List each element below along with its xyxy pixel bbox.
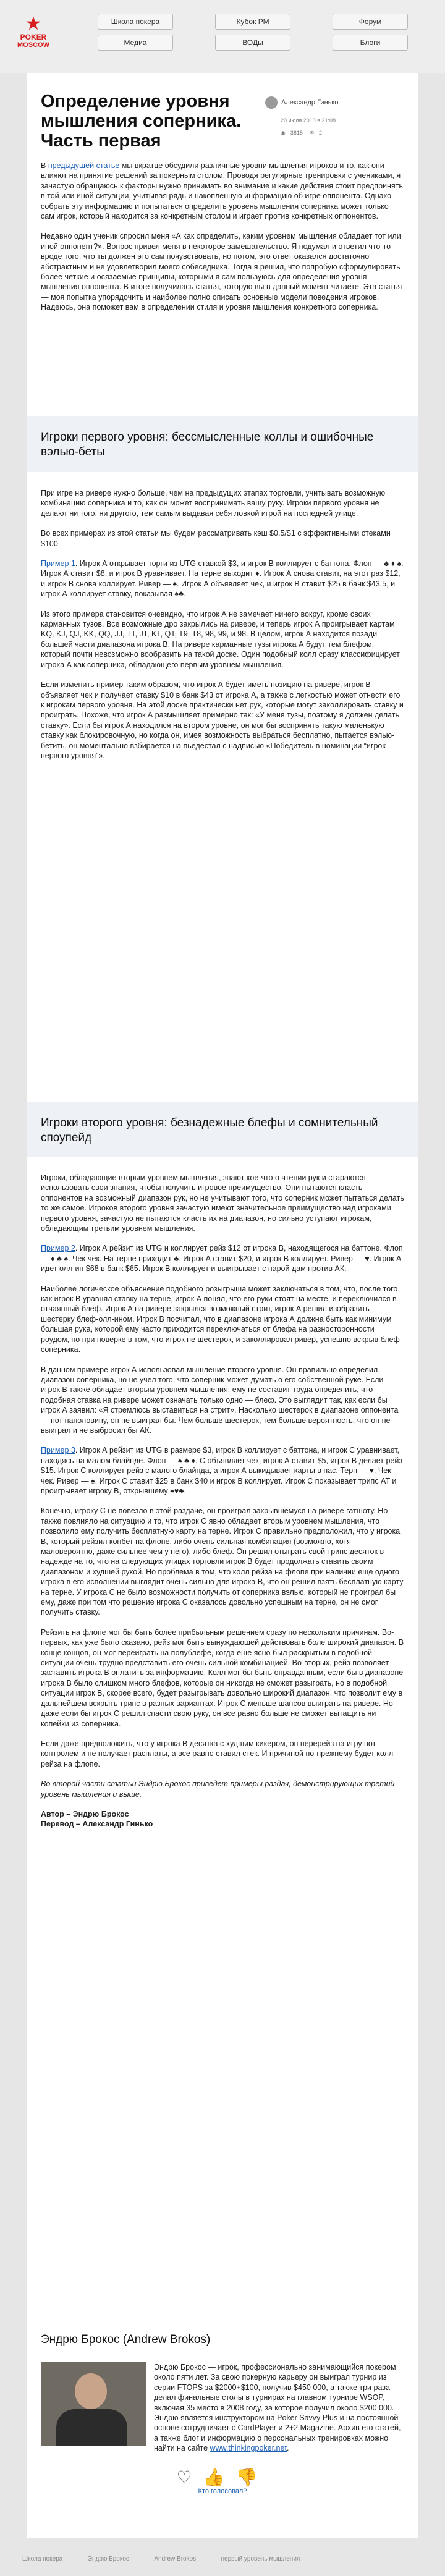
article-card [27,73,418,2538]
s2-paragraph-4: Конечно, игроку С не повезло в этой раздаче, он проиграл закрывшемуся на ривере гатшоту. Но также повлияло на ситуацию и то, что игрок С явно обладает вторым уровнем мышления, что позволило ему получить бесплатную карту на терне. Игрок С правильно предположил, что у игрока В, который рейзил конбет на флопе, либо очень сильная комбинация (возможно, хотя маловероятно, даже сильнее чем у него), либо блеф. Он решил отыграть свой трипс десяток в надежде на то, что на следующих улицах торговли игрок В будет продолжать ставить своим диапазоном и худшей рукой. Но проблема в том, что колл рейза на флопе при наличии еще одного игрока в его исполнении выглядит очень сильно для игрока В, что он решил взять бесплатную карту на терне. У игрока С не было возможности получить от соперника вэлью, который не проиграл бы ему, даже при том что решение игрока С оказалось довольно успешным на терне, он не смог получить ставку. [41,1506,404,1617]
example-1: Пример 1. Игрок А открывает торги из UTG ставкой $3, и игрок В коллирует с баттона. Флоп — ♣ ♦ ♠. Игрок А ставит $8, и игрок В уравнивает. На терне выходит ♦. Игрок А снова ставит, на этот раз $12, и игрок В снова коллирует. Ривер — ♠. Игрок А объявляет чек, и игрок В ставит $25 в банк $43,5, и игрок А коллирует ставку, показывая ♠♣. [41,559,404,599]
site-logo[interactable] [16,15,51,64]
article-title: Определение уровня мышления соперника. Часть первая [41,91,242,151]
vote-block [27,2467,418,2495]
nav-item-forum[interactable]: Форум [333,14,408,30]
who-voted-link[interactable]: Кто голосовал? [198,2488,247,2495]
s2-paragraph-6: Если даже предположить, что у игрока В десятка с худшим кикером, он перерейз на игру пот-контролем и не получает расплаты, а все равно ставил стек. И причиной по-прежнему будет колл рейза на флопе. [41,1739,394,1768]
author-photo [41,2362,146,2446]
intro-paragraph-1: В предыдущей статье мы вкратце обсудили различные уровни мышления игроков и то, как они влияют на принятие решений за покерным столом. Проводя регулярные тренировки с учениками, я зачастую обращаюсь к факторы нужно принимать во внимание и какие действия стоит предпринять в той или иной ситуации, учитывая рядь и накопленную информацию об игре оппонента. Однако собрать эту информацию и попытаться определить уровень мышления соперника может только сам игрок, который находится за конкретным столом и играет против конкретных оппонентов. [41,161,403,221]
thinkingpoker-link[interactable]: www.thinkingpoker.net [210,2444,287,2453]
example-3-label: Пример 3 [41,1446,75,1455]
section-1-header [27,416,418,472]
star-icon: ★ [25,14,42,34]
bio-heading: Эндрю Брокос (Andrew Brokos) [41,2333,211,2346]
example-2: Пример 2. Игрок А рейзит из UTG и коллирует рейз $12 от игрока В, находящегося на баттоне. Флоп — ♦ ♣ ♠. Чек-чек. На терне приходит ♣. Игрок А ставит $20, и игрок В коллирует. Ривер — ♥. Игрок А идет олл-ин $68 в банк $65. Игрок В коллирует и выигрывает с парой дам против АК. [41,1244,403,1273]
tags-footer [0,2546,445,2576]
vote-icons [27,2467,418,2488]
eye-icon: ◉ [281,130,286,136]
previous-article-link[interactable]: предыдущей статье [48,161,120,170]
nav-item-blogs[interactable]: Блоги [333,35,408,51]
thumbs-up-icon[interactable]: 👍 [203,2468,236,2487]
s1-paragraph-1: При игре на ривере нужно больше, чем на предыдущих этапах торговли, учитывать возможную комбинацию соперника и то, как он может воспринимать вашу руку. Игроки первого уровня не делают ни того, ни другого, тем самым выдавая себя ловкой игрой на последней улице. [41,489,386,518]
s1-paragraph-2: Во всех примерах из этой статьи мы будем рассматривать кэш $0.5/$1 с эффективными стеками $100. [41,529,391,548]
article-author[interactable] [265,96,338,109]
article-date: 20 июля 2010 в 21:08 [281,117,336,124]
s2-paragraph-3: В данном примере игрок А использовал мышление второго уровня. Он правильно определил диапазон соперника, но не учел того, что соперник может думать о его собственной руке. Если игрок В также обладает вторым уровнем мышления, ему не составит труда определить, что подобная ставка на ривере может означать только одно — блеф. Это выглядит так, как если бы игрок А заявил: «Я стремлюсь выставиться на стрит». Насколько шестерок в диапазоне оппонента — пот наполовину, он не выиграл бы. Чем больше шестерок, тем больше вероятность, что он не выиграл и не выбросил бы АК. [41,1365,399,1435]
example-2-label: Пример 2 [41,1244,75,1253]
signature-author: Автор – Эндрю Брокос [41,1809,129,1818]
s1-paragraph-4: Если изменить пример таким образом, что игрок А будет иметь позицию на ривере, игрок В объявляет чек и получает ставку $10 в банк $43 от игрока А, а также с легкостью может отнести его к игрокам первого уровня. На этой доске практически нет рук, которые могут заколлировать ставку и проиграть. Похоже, что игрок А размышляет примерно так: «У меня тузы, поэтому я должен делать ставку». Если бы игрок А находился на втором уровне, он мог бы воспринять такую маленькую ставку как блокировочную, но когда он, имея возможность выбраться бесплатно, пытается вэлью-бетить, он моментально взбирается на пьедестал с надписью «Победитель в номинации “игрок первого уровня”». [41,680,404,760]
tag-first-level[interactable]: первый уровень мышления [221,2556,300,2562]
section-2-header [27,1102,418,1157]
s2-paragraph-2: Наиболее логическое объяснение подобного розыгрыша может заключаться в том, что, после того как игрок В уравнял ставку на терне, игрок А понял, что его руки стоят на месте, и переключился в отчаянный блеф. Игрок А на ривере закрылся возможный стрит, игрок А решил изобразить шестерку блеф-олл-ином. Игрок В посчитал, что в диапазоне игрока А должна быть как минимум большая рука, которой ему часто приходится переключаться от блефа на разносторонности роудом, но при поверке в том, что игрок не шестерок, и заколлировал ривер, успешно вскрыв блеф соперника. [41,1284,400,1354]
article-stats [281,130,327,137]
section-2-body [41,1173,404,1839]
example-1-label: Пример 1 [41,559,75,568]
logo-line2: MOSCOW [17,41,49,49]
nav-item-school[interactable]: Школа покера [98,14,173,30]
s2-paragraph-1: Игроки, обладающие вторым уровнем мышления, знают кое-что о чтении рук и стараются использовать свои знания, чтобы получить игровое преимущество. Они пытаются класть оппонентов на возможный диапазон рук, но не учитывают того, что соперник может пытаться делать то же самое. Игроков второго уровня зачастую имеют значительное преимущество над игроками первого уровня, зачастую не пытаются класть их на диапазон, но сильно уступают игрокам, обладающим третьим уровнем мышления. [41,1173,404,1233]
author-name: Александр Гинько [281,98,339,106]
intro-block [41,161,404,323]
s2-italic-note: Во второй части статьи Эндрю Брокос приведет примеры раздач, демонстрирующих третий уровень мышления и выше. [41,1780,395,1799]
nav-item-media[interactable]: Медиа [98,35,173,51]
comments-count: 2 [318,130,322,136]
intro-paragraph-2: Недавно один ученик спросил меня «А как определить, каким уровнем мышления обладает тот или иной оппонент?». Вопрос привел меня в некоторое замешательство. Я подумал и ответил что-то вроде того, что ты должен это сам почувствовать, но потом, это ответ оказался достаточно абстрактным и не удовлетворил моего собеседника. Тогда я решил, что попробую сформулировать более четкие и осязаемые принципы, которыми я сам пользуюсь для определения уровня мышления оппонента. В итоге получилась статья, которую вы в данный момент читаете. Эта статья — моя попытка упорядочить и наиболее полно описать основные модели поведения игроков. Надеюсь, она поможет вам в определении стиля и уровня мышления конкретного соперника. [41,232,402,312]
tag-brokos-ru[interactable]: Эндрю Брокос [87,2556,129,2562]
section-1-body [41,488,404,771]
site-header [0,0,445,73]
s2-paragraph-5: Рейзить на флопе мог бы быть более прибыльным решением сразу по нескольким причинам. Во-первых, как уже было сказано, рейз мог быть вынуждающей действовать боле широкий диапазон. В конце концов, он мог переиграть на полублефе, когда еще ясно был раскрытым в подобной ситуации очень трудно представить его очень сильной комбинацией. Во-вторых, рейз позволяет заставить игрока В оплатить за информацию. Колл мог бы быть оправданным, если бы в диапазоне игрока В было слишком много блефов, которые он никогда не сможет разыграть, но в подобной ситуации игрок В, скорее всего, будет разыгрывать довольно широкий диапазон, что позволит ему в дальнейшем вскрыть трипс в разных вариантах. Игрок С меньше шансов выиграть на ривере. Но даже если бы игрок С решил спасти свою руку, он все равно больше не сможет вытащить ни копейки из соперника. [41,1628,404,1728]
thumbs-down-icon[interactable]: 👎 [235,2468,269,2487]
heart-icon[interactable]: ♡ [176,2468,203,2487]
avatar [265,96,278,109]
example-3: Пример 3. Игрок А рейзит из UTG в размере $3, игрок В коллирует с баттона, и игрок С уравнивает, находясь на малом блайнде. Флоп — ♠ ♣ ♦. С объявляет чек, игрок А ставит $5, игрок В делает рейз $15. Игрок С коллирует рейз с малого блайнда, а игрок А выкидывает карты в пас. Терн — ♥. Чек-чек. Ривер — ♠. Игрок С ставит $25 в банк $40 и игрок В коллирует. Игрок С показывает трипс AT и проигрывает игроку B, открывшему ♠♥♣. [41,1446,403,1495]
logo-line1: POKER [20,33,47,41]
views-count: 3818 [290,130,303,136]
tag-brokos-en[interactable]: Andrew Brokos [154,2556,197,2562]
nav-item-cup[interactable]: Кубок РМ [215,14,290,30]
nav-item-vod[interactable]: ВОДы [215,35,290,51]
tag-school[interactable]: Школа покера [22,2556,63,2562]
section-2-title: Игроки второго уровня: безнадежные блефы и сомнительный споупейд [41,1117,378,1144]
s1-paragraph-3: Из этого примера становится очевидно, что игрок А не замечает ничего вокруг, кроме своих карманных тузов. Все возможные дро закрылись на ривере, и теперь игрок А проигрывает картам KQ, KJ, QJ, KK, QQ, JJ, TT, JT, KT, QT, T9, T8, 98, 99, и 98. В целом, игрок А находится позади большей части диапазона игрока В. На ривере карманные тузы игрока А будут тем блефом, который почти невозможно вообразить на такой доске. Один подобный колл сразу классифицирует игрока А как соперника, обладающего первым уровнем мышления. [41,609,400,669]
comment-icon[interactable]: ✉ [309,130,314,136]
bio-text: Эндрю Брокос — игрок, профессионально занимающийся покером около пяти лет. За свою покерную карьеру он выиграл турнир из серии FTOPS за $2000+$100, получив $450 000, а также три раза делал финальные столы в турнирах на главном турнире WSOP, включая 35 место в 2008 году, за которое получил около $200 000. Эндрю является инструктором на Poker Savvy Plus и на постоянной основе сотрудничает с CardPlayer и 2+2 Magazine. Архив его статей, а также блог и информацию о персональных тренировках можно найти на сайте www.thinkingpoker.net. [154,2363,401,2453]
signature-translator: Перевод – Александр Гинько [41,1820,153,1829]
section-1-title: Игроки первого уровня: бессмысленные коллы и ошибочные вэлью-беты [41,431,374,458]
